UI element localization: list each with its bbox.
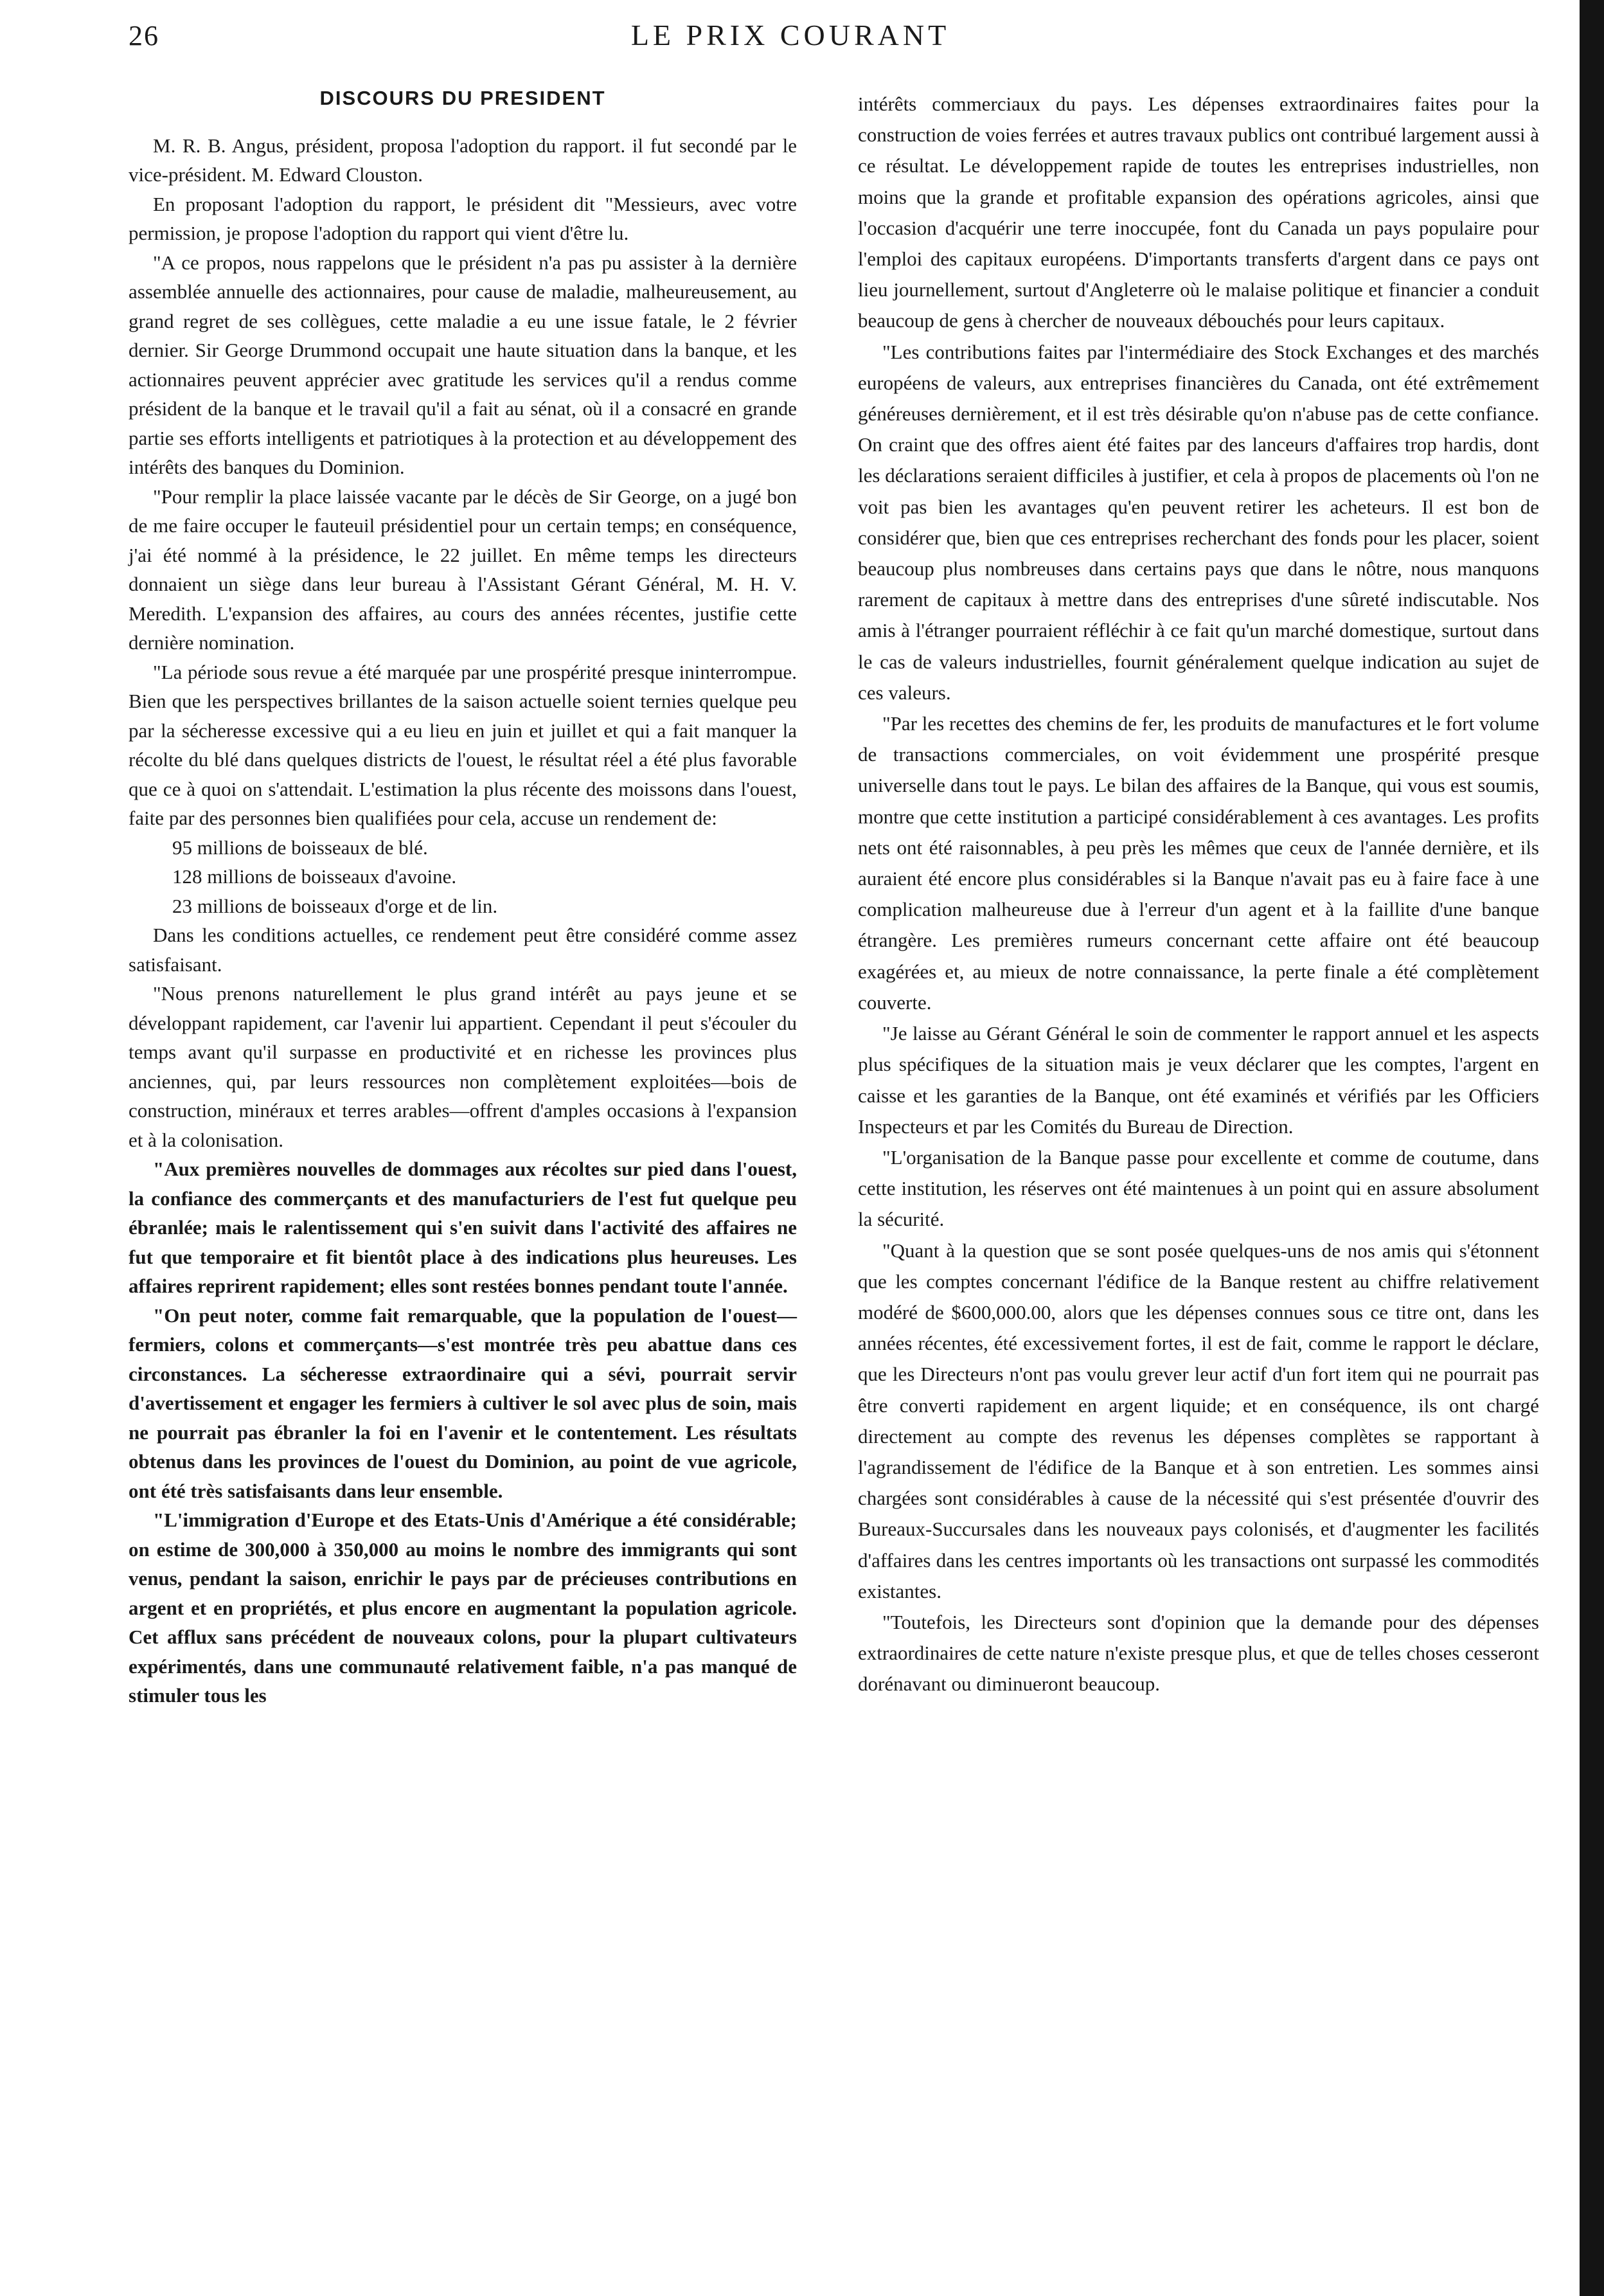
paragraph: "Aux premières nouvelles de dommages aux récoltes sur pied dans l'ouest, la confiance des commerçants et des manufacturiers de l'est fut quelque peu ébranlée; mais le ralentissement qui s'en suivit dans l'activité des affaires ne fut que temporaire et fit bientôt place à des indications plus heureuses. Les affaires reprirent rapidement; elles sont restées bonnes pendant toute l'année. bbox=[129, 1158, 797, 1297]
paragraph-continued: intérêts commerciaux du pays. Les dépenses extraordinaires faites pour la construction de voies ferrées et autres travaux publics ont contribué largement aussi à ce résultat. Le développement rapide de toutes les entreprises industrielles, non moins que la grande et profitable expansion des opérations agricoles, ainsi que l'occasion d'acquérir une terre inoccupée, font du Canada un pays populaire pour l'emploi des capitaux européens. D'importants transferts d'argent dans ce pays ont lieu journellement, surtout d'Angleterre où le malaise politique et financier a conduit beaucoup de gens à chercher de nouveaux débouchés pour leurs capitaux. bbox=[858, 93, 1539, 332]
paragraph: M. R. B. Angus, président, proposa l'adoption du rapport. il fut secondé par le vice-président. M. Edward Clouston. bbox=[129, 134, 797, 186]
paragraph: "On peut noter, comme fait remarquable, que la population de l'ouest—fermiers, colons et commerçants—s'est montrée très peu abattue dans ces circonstances. La sécheresse extraordinaire qui a sévi, pourrait servir d'avertissement et engager les fermiers à cultiver le sol avec plus de soin, mais ne pourrait pas ébranler la foi en l'avenir et le contentement. Les résultats obtenus dans les provinces de l'ouest du Dominion, au point de vue agricole, ont été très satisfaisants dans leur ensemble. bbox=[129, 1304, 797, 1502]
paragraph: "L'organisation de la Banque passe pour excellente et comme de coutume, dans cette institution, les réserves ont été maintenues à un point qui en assure absolument la sécurité. bbox=[858, 1145, 1539, 1231]
section-title: DISCOURS DU PRESIDENT bbox=[319, 87, 606, 109]
harvest-item: 23 millions de boisseaux d'orge et de lin. bbox=[172, 894, 498, 917]
running-head: LE PRIX COURANT bbox=[630, 19, 950, 51]
paragraph: "Les contributions faites par l'intermédiaire des Stock Exchanges et des marchés européens de valeurs, aux entreprises financières du Canada, ont été extrêmement généreuses dernièrement, et il est très désirable qu'on n'abuse pas de cette confiance. On craint que des offres aient été faites par des lanceurs d'affaires trop hardis, dont les déclarations seraient difficiles à justifier, et cela à propos de placements où l'on ne voit pas bien les avantages qu'en peuvent retirer les acheteurs. Il est bon de considérer que, bien que ces entreprises recherchant des fonds pour les placer, soient beaucoup plus nombreuses dans certains pays que dans le nôtre, nous manquons rarement de capitaux à mettre dans des entreprises d'une sûreté indiscutable. Nos amis à l'étranger pourraient réfléchir à ce fait qu'un marché domestique, surtout dans le cas de valeurs industrielles, fournit généralement quelque indication au sujet de ces valeurs. bbox=[858, 340, 1539, 704]
page-number: 26 bbox=[129, 20, 159, 51]
paragraph: "L'immigration d'Europe et des Etats-Unis d'Amérique a été considérable; on estime de 300,000 à 350,000 au moins le nombre des immigrants qui sont venus, pendant la saison, enrichir le pays par de précieuses contributions en argent et en propriétés, et plus encore en augmentant la population agricole. Cet afflux sans précédent de nouveaux colons, pour la plupart cultivateurs expérimentés, dans une communauté relativement faible, n'a pas manqué de stimuler tous les bbox=[129, 1509, 797, 1707]
paragraph: "Toutefois, les Directeurs sont d'opinion que la demande pour des dépenses extraordinaires de cette nature n'existe presque plus, et que de telles choses cesseront dorénavant ou diminueront beaucoup. bbox=[858, 1610, 1539, 1696]
harvest-item: 95 millions de boisseaux de blé. bbox=[172, 836, 428, 859]
paragraph: En proposant l'adoption du rapport, le président dit "Messieurs, avec votre permission, je propose l'adoption du rapport qui vient d'être lu. bbox=[129, 192, 797, 244]
paragraph: "A ce propos, nous rappelons que le président n'a pas pu assister à la dernière assemblée annuelle des actionnaires, pour cause de maladie, malheureusement, au grand regret de ses collègues, cette maladie a eu une issue fatale, le 2 février dernier. Sir George Drummond occupait une haute situation dans la banque, et les actionnaires peuvent apprécier avec gratitude les services qu'il a rendus comme président de la banque et le travail qu'il a fait au sénat, où il a consacré en grande partie ses efforts intelligents et patriotiques à la protection et au développement des intérêts des banques du Dominion. bbox=[129, 251, 797, 478]
scan-dark-edge bbox=[1580, 0, 1604, 2296]
paragraph: "Pour remplir la place laissée vacante par le décès de Sir George, on a jugé bon de me faire occuper le fauteuil présidentiel pour un certain temps; en conséquence, j'ai été nommé à la présidence, le 22 juillet. En même temps les directeurs donnaient un siège dans leur bureau à l'Assistant Gérant Général, M. H. V. Meredith. L'expansion des affaires, au cours des années récentes, justifie cette dernière nomination. bbox=[129, 485, 797, 654]
paragraph: "Quant à la question que se sont posée quelques-uns de nos amis qui s'étonnent que les comptes concernant l'édifice de la Banque restent au chiffre relativement modéré de $600,000.00, alors que les dépenses connues sous ce titre ont, dans les années récentes, été excessivement fortes, il est de fait, comme le rapport le déclare, que les Directeurs n'ont pas voulu grever leur actif d'un fort item qui ne pourrait pas être converti rapidement en argent liquide; et en conséquence, ils ont chargé directement au compte des revenus les dépenses complètes se rapportant à l'agrandissement de l'édifice de la Banque et à son entretien. Les sommes ainsi chargées sont considérables à cause de la nécessité qui s'est présentée d'ouvrir des Bureaux-Succursales dans les nouveaux pays colonisés, et d'augmenter les facilités d'affaires dans les centres importants où les transactions ont surpassé les commodités existantes. bbox=[858, 1239, 1539, 1602]
paragraph: "La période sous revue a été marquée par une prospérité presque ininterrompue. Bien que les perspectives brillantes de la saison actuelle soient ternies quelque peu par la sécheresse excessive qui a eu lieu en juin et juillet et qui a fait manquer la récolte du blé dans quelques districts de l'ouest, le résultat réel a été plus favorable que ce à quoi on s'attendait. L'estimation la plus récente des moissons dans l'ouest, faite par des personnes bien qualifiées pour cela, accuse un rendement de: bbox=[129, 660, 797, 829]
bold-section bbox=[129, 1154, 797, 1710]
paragraph: "Je laisse au Gérant Général le soin de commenter le rapport annuel et les aspects plus spécifiques de la situation mais je veux déclarer que les comptes, l'argent en caisse et les garanties de la Banque, ont été examinés et vérifiés par les Officiers Inspecteurs et par les Comités du Bureau de Direction. bbox=[858, 1022, 1539, 1138]
right-column bbox=[858, 89, 1539, 1700]
left-column bbox=[129, 84, 797, 1710]
paragraph: Dans les conditions actuelles, ce rendement peut être considéré comme assez satisfaisant. bbox=[129, 924, 797, 976]
paragraph: "Par les recettes des chemins de fer, les produits de manufactures et le fort volume de transactions commerciales, on voit évidemment une prospérité presque universelle dans tout le pays. Le bilan des affaires de la Banque, qui vous est soumis, montre que cette institution a participé considérablement à ces avantages. Les profits nets ont été raisonnables, à peu près les mêmes que ceux de l'année dernière, et ils auraient été encore plus considérables si la Banque n'avait pas eu à faire face à une complication malheureuse due à l'erreur d'un agent et à la faillite d'une banque étrangère. Les premières rumeurs concernant cette affaire ont été beaucoup exagérées et, au mieux de notre connaissance, la perte finale a été complètement couverte. bbox=[858, 712, 1539, 1014]
harvest-item: 128 millions de boisseaux d'avoine. bbox=[172, 865, 457, 888]
harvest-list bbox=[129, 833, 797, 921]
paragraph: "Nous prenons naturellement le plus grand intérêt au pays jeune et se développant rapidement, car l'avenir lui appartient. Cependant il peut s'écouler du temps avant qu'il surpasse en productivité et en richesse les provinces plus anciennes, qui, par leurs ressources non complètement exploitées—bois de construction, minéraux et terres arables—offrent d'amples occasions à l'expansion et à la colonisation. bbox=[129, 982, 797, 1151]
